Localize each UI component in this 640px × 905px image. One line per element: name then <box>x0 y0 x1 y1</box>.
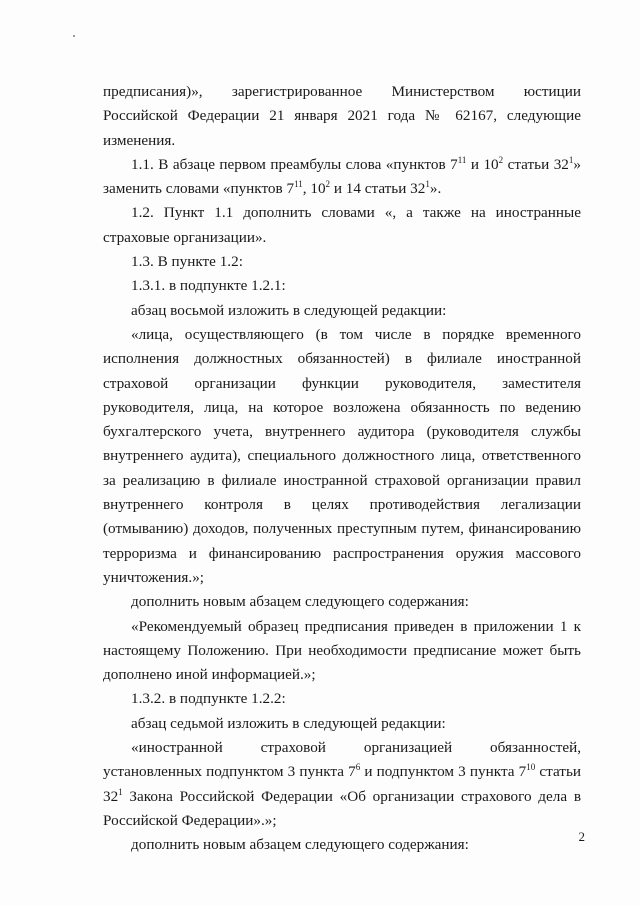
document-body <box>103 80 581 858</box>
text-run: 1.1. В абзаце первом преамбулы слова «пунктов 7 <box>131 155 458 173</box>
paragraph-quote-inostrannoy <box>103 736 581 833</box>
superscript: 1 <box>118 786 123 797</box>
superscript: 11 <box>457 154 467 165</box>
text-run: статьи 32 <box>503 155 569 173</box>
paragraph-1 <box>103 80 581 153</box>
text-run: ». <box>429 180 442 198</box>
text-run: , 10 <box>302 180 326 198</box>
paragraph-1-text: предписания)», зарегистрированное Министерством юстиции Российской Федерации 21 января 2021 года № 62167, следующие изменения. <box>103 83 581 149</box>
text-run: «иностранной страховой организацией обязанностей, установленных подпунктом 3 пункта 7 <box>103 739 581 781</box>
text-run: и 14 статьи 32 <box>330 180 426 198</box>
paragraph-1-3-1: 1.3.1. в подпункте 1.2.1: <box>131 277 286 295</box>
paragraph-abzac-7: абзац седьмой изложить в следующей редакции: <box>131 714 446 732</box>
paragraph-quote-lica: «лица, осуществляющего (в том числе в порядке временного исполнения должностных обязанностей) в филиале иностранной страховой организации функции руководителя, заместителя руководителя, лица, на которое возложена обязанность по ведению бухгалтерского учета, внутреннего аудитора (руководителя службы внутреннего аудита), специального должностного лица, ответственного за реализацию в филиале иностранной страховой организации правил внутреннего контроля в целях противодействия легализации (отмыванию) доходов, полученных преступным путем, финансированию терроризма и финансированию распространения оружия массового уничтожения.»; <box>103 325 581 586</box>
paragraph-1-3-2: 1.3.2. в подпункте 1.2.2: <box>131 690 286 708</box>
paragraph-1-3: 1.3. В пункте 1.2: <box>131 253 243 271</box>
superscript: 1 <box>568 154 574 165</box>
paragraph-abzac-8: абзац восьмой изложить в следующей редакции: <box>131 301 447 319</box>
page-number: 2 <box>578 829 585 844</box>
scan-speck <box>73 35 75 37</box>
superscript: 2 <box>325 179 331 190</box>
superscript: 6 <box>355 762 361 773</box>
paragraph-dopolnit-2: дополнить новым абзацем следующего содержания: <box>131 836 469 854</box>
text-run: Закона Российской Федерации «Об организации страхового дела в Российской Федерации».»; <box>103 787 581 829</box>
superscript: 2 <box>498 154 504 165</box>
paragraph-1-2: 1.2. Пункт 1.1 дополнить словами «, а также на иностранные страховые организации». <box>103 204 581 246</box>
superscript: 10 <box>526 762 536 773</box>
text-run: и подпунктом 3 пункта 7 <box>360 763 527 781</box>
paragraph-1-1 <box>103 153 581 202</box>
text-run: и 10 <box>466 155 499 173</box>
paragraph-dopolnit-1: дополнить новым абзацем следующего содержания: <box>131 593 469 611</box>
paragraph-quote-recommended: «Рекомендуемый образец предписания приведен в приложении 1 к настоящему Положению. При необходимости предписание может быть дополнено иной информацией.»; <box>103 617 581 684</box>
superscript: 1 <box>425 179 430 190</box>
text-run: статьи 32 <box>103 763 581 805</box>
text-run: » заменить словами «пунктов 7 <box>103 155 581 198</box>
superscript: 11 <box>294 179 303 190</box>
